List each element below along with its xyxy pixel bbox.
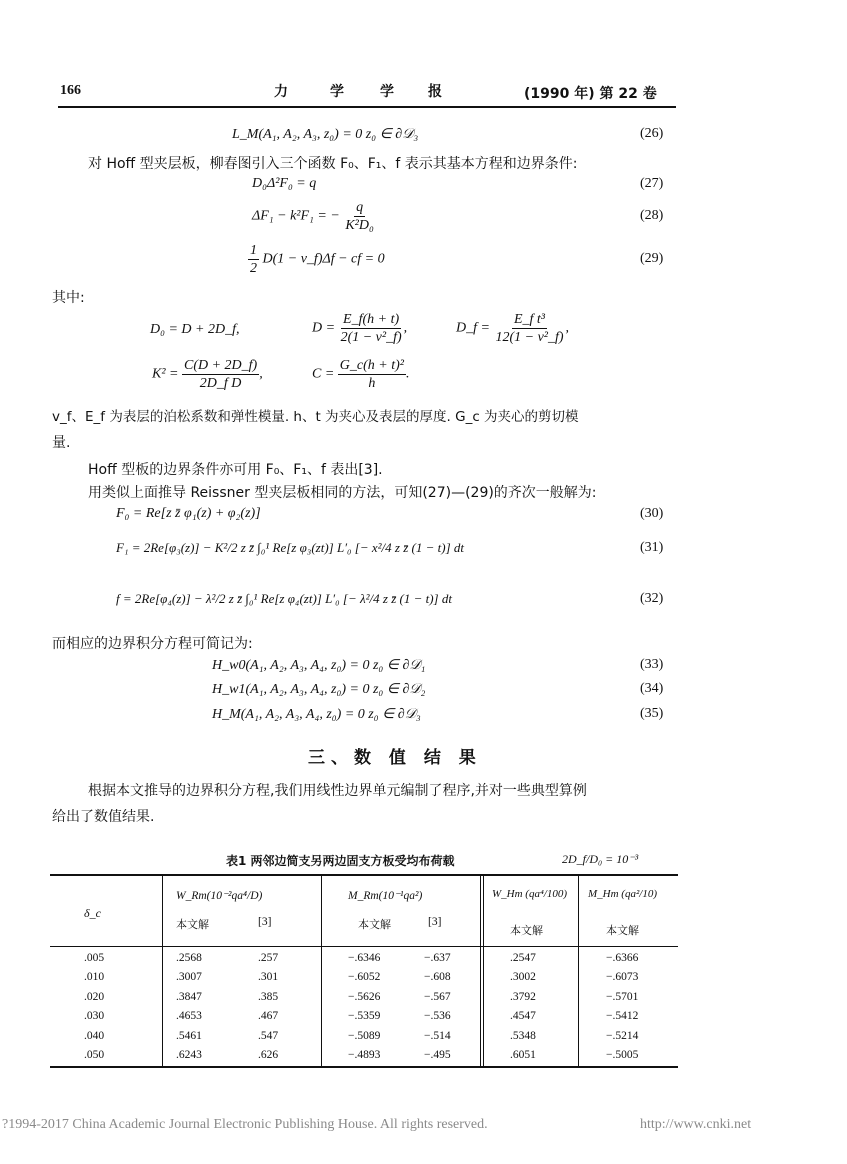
table-cell-wrm-ref: .301 xyxy=(258,971,279,984)
paragraph-hoff-boundary: Hoff 型板的边界条件亦可用 F₀、F₁、f 表出[3]. xyxy=(88,462,383,478)
table-cell-mrm-ours: −.5626 xyxy=(348,990,381,1003)
table-cell-mrm-ref: −.608 xyxy=(424,971,451,984)
def-df: D_f = $\frac{\text{E\_f t³}}{\text{12(1 − v²\_f)}}$ , xyxy=(456,312,570,345)
table-cell-delta: .040 xyxy=(84,1029,105,1042)
table-cell-mrm-ours: −.4893 xyxy=(348,1049,381,1061)
table-cell-whm-ours: .5348 xyxy=(510,1029,536,1042)
def-c-numerator: G_c(h + t)² xyxy=(339,358,404,373)
section-title: 三、数 值 结 果 xyxy=(308,748,482,768)
def-d-numerator: E_f(h + t) xyxy=(343,312,400,327)
table-cell-delta: .010 xyxy=(84,971,105,984)
paragraph-intro: 对 Hoff 型夹层板，柳春图引入三个函数 F₀、F₁、f 表示其基本方程和边界条件: xyxy=(88,156,578,172)
table-header-rule xyxy=(50,946,678,947)
table-cell-wrm-ours: .6243 xyxy=(176,1049,202,1061)
table-sub-mrm-ref: [3] xyxy=(428,916,442,928)
equation-number-35: (35) xyxy=(640,706,664,721)
equation-number-28: (28) xyxy=(640,208,664,223)
table-header-mhm: M_Hm (qa²/10) xyxy=(588,888,657,900)
paragraph-general-solution: 用类似上面推导 Reissner 型夹层板相同的方法，可知(27)—(29)的齐次一般解为: xyxy=(88,485,597,501)
table-cell-delta: .030 xyxy=(84,1010,105,1023)
footer-url: http://www.cnki.net xyxy=(640,1117,752,1132)
table-spacer xyxy=(161,876,499,877)
equation-number-26: (26) xyxy=(640,126,664,141)
table-cell-mrm-ref: −.637 xyxy=(424,952,451,964)
equation-number-27: (27) xyxy=(640,176,664,191)
table-vline-3b xyxy=(483,876,484,1066)
equation-26: L_M(A₁, A₂, A₃, z₀) = 0 z₀ ∈ ∂𝒟₃ xyxy=(232,127,419,142)
table-vline-1 xyxy=(162,876,163,1066)
def-d-denominator: 2(1 − v²_f) xyxy=(340,330,402,345)
def-c: C = $\frac{\text{G\_c(h + t)²}}{h}$ . xyxy=(312,358,410,391)
table-cell-delta: .005 xyxy=(84,952,105,964)
equation-35: H_M(A₁, A₂, A₃, A₄, z₀) = 0 z₀ ∈ ∂𝒟₃ xyxy=(212,707,421,722)
table-vline-3 xyxy=(480,876,481,1066)
def-df-numerator: E_f t³ xyxy=(513,312,545,327)
paragraph-results-line2: 给出了数值结果. xyxy=(52,809,155,825)
table-vline-4 xyxy=(578,876,579,1066)
table-cell-wrm-ours: .2568 xyxy=(176,952,202,964)
table-header-mrm: M_Rm(10⁻¹qa²) xyxy=(348,890,423,902)
table-header-whm: W_Hm (qa⁴/100) xyxy=(492,888,568,900)
table-sub-whm-ours: 本文解 xyxy=(510,924,543,937)
table-cell-wrm-ref: .547 xyxy=(258,1029,279,1042)
paragraph-results-line1: 根据本文推导的边界积分方程,我们用线性边界单元编制了程序,并对一些典型算例 xyxy=(88,783,587,799)
table-sub-mrm-ours: 本文解 xyxy=(358,918,391,931)
equation-28-numerator: q xyxy=(356,200,364,215)
paragraph-parameters-line2: 量. xyxy=(52,435,71,451)
def-k2: K² = $\frac{C(D + 2D\_f)}{\text{2D\_f D}}$ , xyxy=(152,358,263,391)
equation-29-denominator: 2 xyxy=(250,261,257,276)
table-vline-2 xyxy=(321,876,322,1066)
table-cell-delta: .020 xyxy=(84,990,105,1003)
table-cell-mhm-ours: −.6366 xyxy=(606,952,639,964)
table-cell-mhm-ours: −.5214 xyxy=(606,1029,639,1042)
table-sub-wrm-ours: 本文解 xyxy=(176,918,209,931)
table-cell-wrm-ours: .3007 xyxy=(176,971,202,984)
table-cell-mrm-ours: −.6346 xyxy=(348,952,381,964)
table-cell-mrm-ref: −.567 xyxy=(424,990,451,1003)
header-rule xyxy=(58,106,676,108)
def-d: D = $\frac{E\_f(h + t)}{\text{2(1 − v²\_f)}}$ , xyxy=(312,312,408,345)
table-cell-whm-ours: .3792 xyxy=(510,990,536,1003)
paragraph-parameters-line1: v_f、E_f 为表层的泊松系数和弹性模量. h、t 为夹心及表层的厚度. G_c 为夹心的剪切模 xyxy=(52,409,579,425)
table-parameter: 2D_f/D₀ = 10⁻³ xyxy=(562,852,639,866)
table-cell-mrm-ours: −.6052 xyxy=(348,971,381,984)
equation-30: F₀ = Re[z z̄ φ₁(z) + φ₂(z)] xyxy=(116,506,261,521)
journal-char-2: 学 xyxy=(330,84,344,100)
equation-33: H_w0(A₁, A₂, A₃, A₄, z₀) = 0 z₀ ∈ ∂𝒟₁ xyxy=(212,658,426,673)
where-label: 其中: xyxy=(52,290,85,306)
equation-29-numerator: 1 xyxy=(250,243,257,258)
def-k2-denominator: 2D_f D xyxy=(199,376,242,391)
equation-31: F₁ = 2Re[φ₃(z)] − K²/2 z z̄ ∫₀¹ Re[z φ₃(zt)] L′₀ [− x²/4 z z̄ (1 − t)] dt xyxy=(116,540,465,555)
table-cell-wrm-ref: .467 xyxy=(258,1010,279,1023)
table-cell-wrm-ref: .257 xyxy=(258,952,279,964)
table-cell-whm-ours: .3002 xyxy=(510,971,536,984)
table-bottom-rule xyxy=(50,1066,678,1068)
equation-34: H_w1(A₁, A₂, A₃, A₄, z₀) = 0 z₀ ∈ ∂𝒟₂ xyxy=(212,682,426,697)
equation-28-denominator: K²D₀ xyxy=(345,218,374,233)
journal-char-4: 报 xyxy=(428,84,442,100)
def-df-denominator: 12(1 − v²_f) xyxy=(495,330,564,345)
equation-28 xyxy=(252,199,376,234)
equation-number-30: (30) xyxy=(640,506,664,521)
table-cell-mrm-ref: −.495 xyxy=(424,1049,451,1061)
journal-char-1: 力 xyxy=(274,84,288,100)
table-cell-whm-ours: .4547 xyxy=(510,1010,536,1023)
table-cell-mhm-ours: −.5701 xyxy=(606,990,639,1003)
table-cell-mrm-ref: −.536 xyxy=(424,1010,451,1023)
equation-29 xyxy=(248,242,385,277)
def-c-left: C = xyxy=(312,366,335,382)
equation-27: D₀Δ²F₀ = q xyxy=(252,176,317,191)
table-cell-mhm-ours: −.5005 xyxy=(606,1049,639,1061)
equation-number-31: (31) xyxy=(640,540,664,555)
equation-29-right: D(1 − v_f)Δf − cf = 0 xyxy=(262,251,385,267)
equation-number-32: (32) xyxy=(640,591,664,606)
table-sub-mhm-ours: 本文解 xyxy=(606,924,639,937)
equation-number-34: (34) xyxy=(640,681,664,696)
table-cell-mrm-ours: −.5089 xyxy=(348,1029,381,1042)
table-cell-wrm-ours: .3847 xyxy=(176,990,202,1003)
table-cell-mhm-ours: −.6073 xyxy=(606,971,639,984)
table-caption: 表1 两邻边简支另两边固支方板受均布荷载 xyxy=(226,854,455,868)
table-cell-whm-ours: .6051 xyxy=(510,1049,536,1061)
def-c-denominator: h xyxy=(368,376,376,391)
def-d0: D₀ = D + 2D_f, xyxy=(150,322,240,337)
journal-char-3: 学 xyxy=(380,84,394,100)
page-number: 166 xyxy=(60,83,81,98)
footer-copyright: ?1994-2017 China Academic Journal Electronic Publishing House. All rights reserved. xyxy=(2,1117,488,1132)
table-cell-wrm-ours: .4653 xyxy=(176,1010,202,1023)
table-cell-wrm-ref: .385 xyxy=(258,990,279,1003)
table-header-delta: δ_c xyxy=(84,906,101,920)
volume-info: (1990 年) 第 22 卷 xyxy=(524,86,657,102)
table-sub-wrm-ref: [3] xyxy=(258,916,272,928)
table-cell-mhm-ours: −.5412 xyxy=(606,1010,639,1023)
table-cell-whm-ours: .2547 xyxy=(510,952,536,964)
table-cell-mrm-ours: −.5359 xyxy=(348,1010,381,1023)
equation-28-left: ΔF₁ − k²F₁ = − xyxy=(252,208,340,224)
table-cell-mrm-ref: −.514 xyxy=(424,1029,451,1042)
equation-number-29: (29) xyxy=(640,251,664,266)
def-k2-numerator: C(D + 2D_f) xyxy=(183,358,258,373)
table-header-wrm: W_Rm(10⁻²qa⁴/D) xyxy=(176,890,263,902)
equation-32: f = 2Re[φ₄(z)] − λ²/2 z z̄ ∫₀¹ Re[z φ₄(zt)] L′₀ [− λ²/4 z z̄ (1 − t)] dt xyxy=(116,591,452,606)
def-k2-left: K² = xyxy=(152,366,179,382)
table-cell-wrm-ours: .5461 xyxy=(176,1029,202,1042)
def-d-left: D = xyxy=(312,320,336,336)
table-cell-delta: .050 xyxy=(84,1049,105,1061)
def-df-left: D_f = xyxy=(456,320,490,336)
paragraph-boundary-integral: 而相应的边界积分方程可简记为: xyxy=(52,636,253,652)
table-cell-wrm-ref: .626 xyxy=(258,1049,279,1061)
equation-number-33: (33) xyxy=(640,657,664,672)
